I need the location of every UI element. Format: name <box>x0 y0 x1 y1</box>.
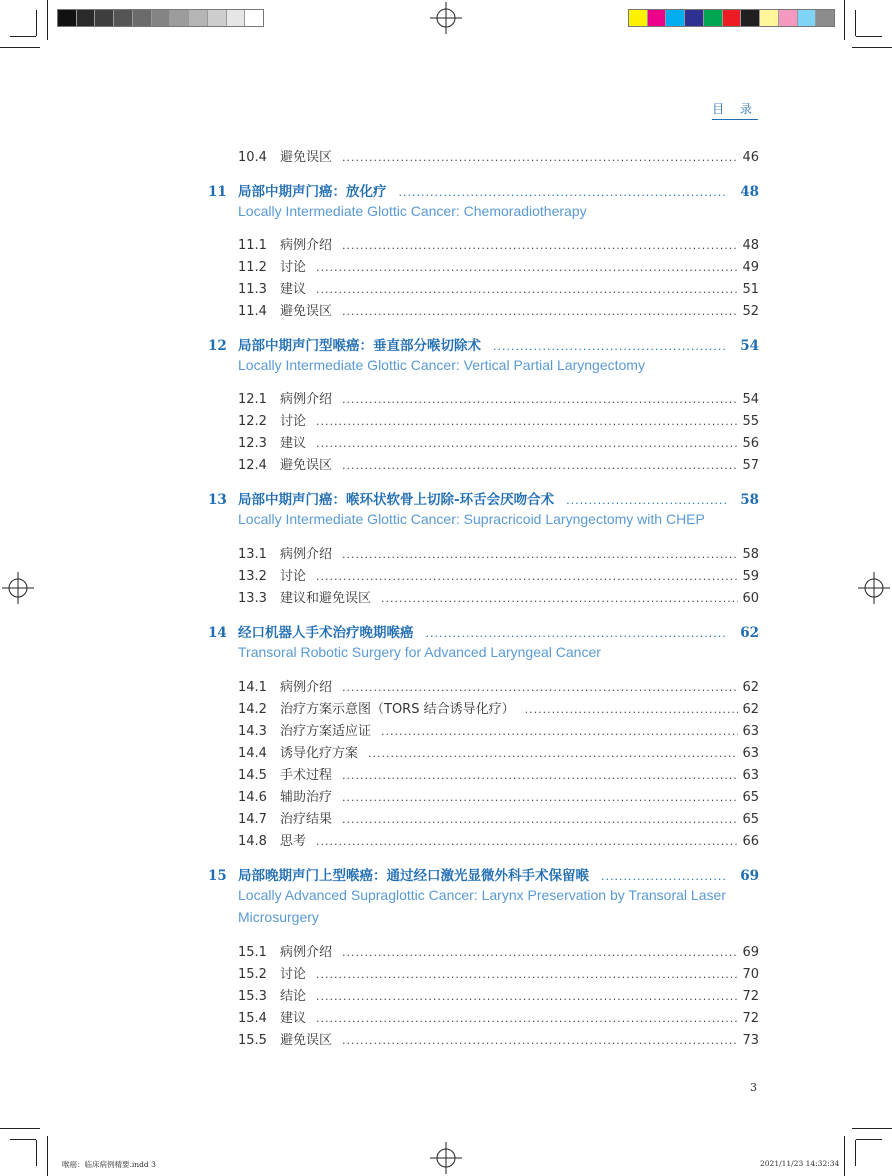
dot-leader <box>566 494 728 507</box>
entry-number: 13.3 <box>238 591 267 606</box>
entry-page: 70 <box>742 967 759 982</box>
entry-number: 14.1 <box>238 680 267 695</box>
color-swatch <box>629 10 647 26</box>
entry-page: 59 <box>742 569 759 584</box>
color-swatch <box>815 10 834 26</box>
chapter-entry[interactable] <box>208 180 759 200</box>
toc-entry[interactable] <box>238 786 759 804</box>
chapter-number: 13 <box>208 492 227 508</box>
crop-mark <box>844 0 845 40</box>
crop-mark <box>855 1140 856 1166</box>
dot-leader <box>316 990 738 1003</box>
chapter-entry[interactable] <box>208 864 759 884</box>
toc-entry[interactable] <box>238 234 759 252</box>
chapter-entry[interactable] <box>208 488 759 508</box>
entry-title: 避免误区 <box>280 304 333 319</box>
color-swatch <box>76 10 95 26</box>
crop-mark <box>10 1139 36 1140</box>
entry-page: 51 <box>742 282 759 297</box>
entry-title: 治疗结果 <box>280 812 333 827</box>
entry-page: 56 <box>742 436 759 451</box>
dot-leader <box>316 261 738 274</box>
entry-page: 46 <box>742 150 759 165</box>
entry-title: 治疗方案适应证 <box>280 724 372 739</box>
entry-title: 讨论 <box>280 967 307 982</box>
registration-mark-icon <box>2 572 34 604</box>
entry-page: 63 <box>742 746 759 761</box>
entry-title: 病例介绍 <box>280 238 333 253</box>
dot-leader <box>342 1034 738 1047</box>
entry-number: 15.2 <box>238 967 267 982</box>
registration-mark-icon <box>430 1142 462 1174</box>
entry-title: 病例介绍 <box>280 547 333 562</box>
toc-entry[interactable] <box>238 808 759 826</box>
entry-page: 57 <box>742 458 759 473</box>
entry-page: 48 <box>742 238 759 253</box>
crop-mark <box>856 36 882 37</box>
toc-entry[interactable] <box>238 830 759 848</box>
entry-number: 14.8 <box>238 834 267 849</box>
color-swatch <box>244 10 263 26</box>
entry-page: 63 <box>742 768 759 783</box>
color-swatch <box>740 10 759 26</box>
entry-number: 13.1 <box>238 547 267 562</box>
chapter-entry[interactable] <box>208 621 759 641</box>
entry-number: 14.4 <box>238 746 267 761</box>
entry-title: 病例介绍 <box>280 392 333 407</box>
entry-page: 73 <box>742 1033 759 1048</box>
entry-number: 10.4 <box>238 150 267 165</box>
chapter-english-title: Locally Intermediate Glottic Cancer: Supracricoid Laryngectomy with CHEP <box>238 511 705 527</box>
toc-entry[interactable] <box>238 698 759 716</box>
chapter-english-title: Transoral Robotic Surgery for Advanced Laryngeal Cancer <box>238 644 601 660</box>
entry-number: 15.3 <box>238 989 267 1004</box>
entry-title: 治疗方案示意图（TORS 结合诱导化疗） <box>280 702 515 717</box>
entry-title: 建议 <box>280 1011 307 1026</box>
entry-number: 14.5 <box>238 768 267 783</box>
registration-mark-icon <box>430 2 462 34</box>
dot-leader <box>342 305 738 318</box>
entry-number: 11.4 <box>238 304 267 319</box>
entry-page: 49 <box>742 260 759 275</box>
page-number: 3 <box>750 1081 757 1094</box>
entry-title: 建议 <box>280 436 307 451</box>
dot-leader <box>342 681 738 694</box>
toc-entry[interactable] <box>238 1029 759 1047</box>
timestamp-slug: 2021/11/23 14:32:34 <box>760 1159 840 1168</box>
color-swatch <box>188 10 207 26</box>
dot-leader <box>342 459 738 472</box>
running-head: 目 录 <box>712 100 758 120</box>
chapter-page: 62 <box>740 625 759 641</box>
entry-number: 15.5 <box>238 1033 267 1048</box>
color-swatch <box>778 10 797 26</box>
crop-mark <box>36 10 37 36</box>
dot-leader <box>316 835 738 848</box>
color-swatch <box>58 10 76 26</box>
entry-number: 12.2 <box>238 414 267 429</box>
entry-page: 63 <box>742 724 759 739</box>
chapter-english-title: Locally Intermediate Glottic Cancer: Chemoradiotherapy <box>238 203 587 219</box>
crop-mark <box>855 10 856 36</box>
crop-mark <box>47 0 48 40</box>
entry-page: 60 <box>742 591 759 606</box>
toc-entry[interactable] <box>238 432 759 450</box>
crop-mark <box>47 1136 48 1176</box>
entry-number: 14.7 <box>238 812 267 827</box>
color-swatch <box>759 10 778 26</box>
color-swatch <box>151 10 170 26</box>
crop-mark <box>856 1139 882 1140</box>
toc-entry[interactable] <box>238 410 759 428</box>
entry-title: 病例介绍 <box>280 680 333 695</box>
dot-leader <box>525 703 739 716</box>
entry-page: 62 <box>742 702 759 717</box>
entry-title: 避免误区 <box>280 1033 333 1048</box>
chapter-entry[interactable] <box>208 334 759 354</box>
dot-leader <box>342 769 738 782</box>
chapter-title: 局部晚期声门上型喉癌：通过经口激光显微外科手术保留喉 <box>238 868 589 884</box>
chapter-page: 54 <box>740 338 759 354</box>
color-swatch <box>684 10 703 26</box>
chapter-number: 12 <box>208 338 227 354</box>
chapter-page: 48 <box>740 184 759 200</box>
toc-entry[interactable] <box>238 1007 759 1025</box>
toc-entry[interactable] <box>238 454 759 472</box>
dot-leader <box>381 592 738 605</box>
grayscale-bar <box>57 9 264 27</box>
entry-page: 62 <box>742 680 759 695</box>
toc-entry[interactable] <box>238 941 759 959</box>
color-bar <box>628 9 835 27</box>
chapter-page: 58 <box>740 492 759 508</box>
chapter-english-title: Locally Advanced Supraglottic Cancer: Larynx Preservation by Transoral Laser Microsurgery <box>238 887 726 925</box>
entry-page: 72 <box>742 989 759 1004</box>
dot-leader <box>316 1012 738 1025</box>
entry-number: 12.1 <box>238 392 267 407</box>
chapter-number: 15 <box>208 868 227 884</box>
entry-title: 避免误区 <box>280 458 333 473</box>
dot-leader <box>342 791 738 804</box>
dot-leader <box>342 946 738 959</box>
dot-leader <box>493 340 728 353</box>
crop-mark <box>852 1128 892 1129</box>
crop-mark <box>844 1136 845 1176</box>
entry-page: 65 <box>742 790 759 805</box>
dot-leader <box>316 415 738 428</box>
dot-leader <box>342 813 738 826</box>
color-swatch <box>169 10 188 26</box>
entry-page: 69 <box>742 945 759 960</box>
dot-leader <box>601 870 728 883</box>
chapter-title: 局部中期声门型喉癌：垂直部分喉切除术 <box>238 338 481 354</box>
toc-entry[interactable] <box>238 985 759 1003</box>
toc-entry[interactable] <box>238 256 759 274</box>
crop-mark <box>0 47 40 48</box>
dot-leader <box>316 570 738 583</box>
chapter-number: 11 <box>208 184 227 200</box>
entry-number: 11.3 <box>238 282 267 297</box>
color-swatch <box>226 10 245 26</box>
crop-mark <box>10 36 36 37</box>
toc-entry[interactable] <box>238 543 759 561</box>
crop-mark <box>36 1140 37 1166</box>
color-swatch <box>132 10 151 26</box>
entry-title: 避免误区 <box>280 150 333 165</box>
entry-page: 65 <box>742 812 759 827</box>
entry-number: 15.1 <box>238 945 267 960</box>
dot-leader <box>368 747 738 760</box>
toc-entry[interactable] <box>238 300 759 318</box>
toc-entry[interactable] <box>238 565 759 583</box>
entry-number: 11.2 <box>238 260 267 275</box>
entry-title: 建议 <box>280 282 307 297</box>
color-swatch <box>647 10 666 26</box>
chapter-page: 69 <box>740 868 759 884</box>
file-slug: 喉癌：临床病例精要.indd 3 <box>62 1160 156 1169</box>
entry-page: 55 <box>742 414 759 429</box>
entry-page: 72 <box>742 1011 759 1026</box>
entry-page: 54 <box>742 392 759 407</box>
entry-title: 讨论 <box>280 414 307 429</box>
dot-leader <box>381 725 738 738</box>
entry-number: 11.1 <box>238 238 267 253</box>
toc-entry[interactable] <box>238 720 759 738</box>
dot-leader <box>316 968 738 981</box>
color-swatch <box>722 10 741 26</box>
toc-entry[interactable] <box>238 587 759 605</box>
entry-title: 结论 <box>280 989 307 1004</box>
dot-leader <box>426 627 729 640</box>
entry-number: 12.4 <box>238 458 267 473</box>
entry-title: 辅助治疗 <box>280 790 333 805</box>
entry-number: 14.6 <box>238 790 267 805</box>
entry-title: 讨论 <box>280 569 307 584</box>
color-swatch <box>703 10 722 26</box>
registration-mark-icon <box>858 572 890 604</box>
chapter-title: 局部中期声门癌：放化疗 <box>238 184 387 200</box>
entry-number: 14.2 <box>238 702 267 717</box>
entry-page: 66 <box>742 834 759 849</box>
toc-entry[interactable] <box>238 764 759 782</box>
entry-number: 13.2 <box>238 569 267 584</box>
dot-leader <box>342 151 738 164</box>
entry-number: 12.3 <box>238 436 267 451</box>
toc-entry[interactable] <box>238 278 759 296</box>
entry-number: 15.4 <box>238 1011 267 1026</box>
chapter-title: 经口机器人手术治疗晚期喉癌 <box>238 625 414 641</box>
entry-title: 思考 <box>280 834 307 849</box>
entry-page: 52 <box>742 304 759 319</box>
entry-title: 讨论 <box>280 260 307 275</box>
toc-entry[interactable] <box>238 676 759 694</box>
entry-title: 诱导化疗方案 <box>280 746 359 761</box>
chapter-english-title: Locally Intermediate Glottic Cancer: Vertical Partial Laryngectomy <box>238 357 645 373</box>
entry-page: 58 <box>742 547 759 562</box>
dot-leader <box>399 186 729 199</box>
toc-entry[interactable] <box>238 388 759 406</box>
crop-mark <box>852 47 892 48</box>
color-swatch <box>207 10 226 26</box>
color-swatch <box>94 10 113 26</box>
dot-leader <box>316 437 738 450</box>
dot-leader <box>342 548 738 561</box>
dot-leader <box>342 393 738 406</box>
dot-leader <box>316 283 738 296</box>
chapter-number: 14 <box>208 625 227 641</box>
entry-title: 建议和避免误区 <box>280 591 372 606</box>
entry-number: 14.3 <box>238 724 267 739</box>
color-swatch <box>113 10 132 26</box>
chapter-title: 局部中期声门癌：喉环状软骨上切除-环舌会厌吻合术 <box>238 492 555 508</box>
entry-title: 手术过程 <box>280 768 333 783</box>
toc-entry[interactable] <box>238 963 759 981</box>
dot-leader <box>342 239 738 252</box>
toc-entry[interactable] <box>238 742 759 760</box>
entry-title: 病例介绍 <box>280 945 333 960</box>
toc-entry[interactable] <box>238 146 759 164</box>
color-swatch <box>665 10 684 26</box>
color-swatch <box>797 10 816 26</box>
crop-mark <box>0 1128 40 1129</box>
